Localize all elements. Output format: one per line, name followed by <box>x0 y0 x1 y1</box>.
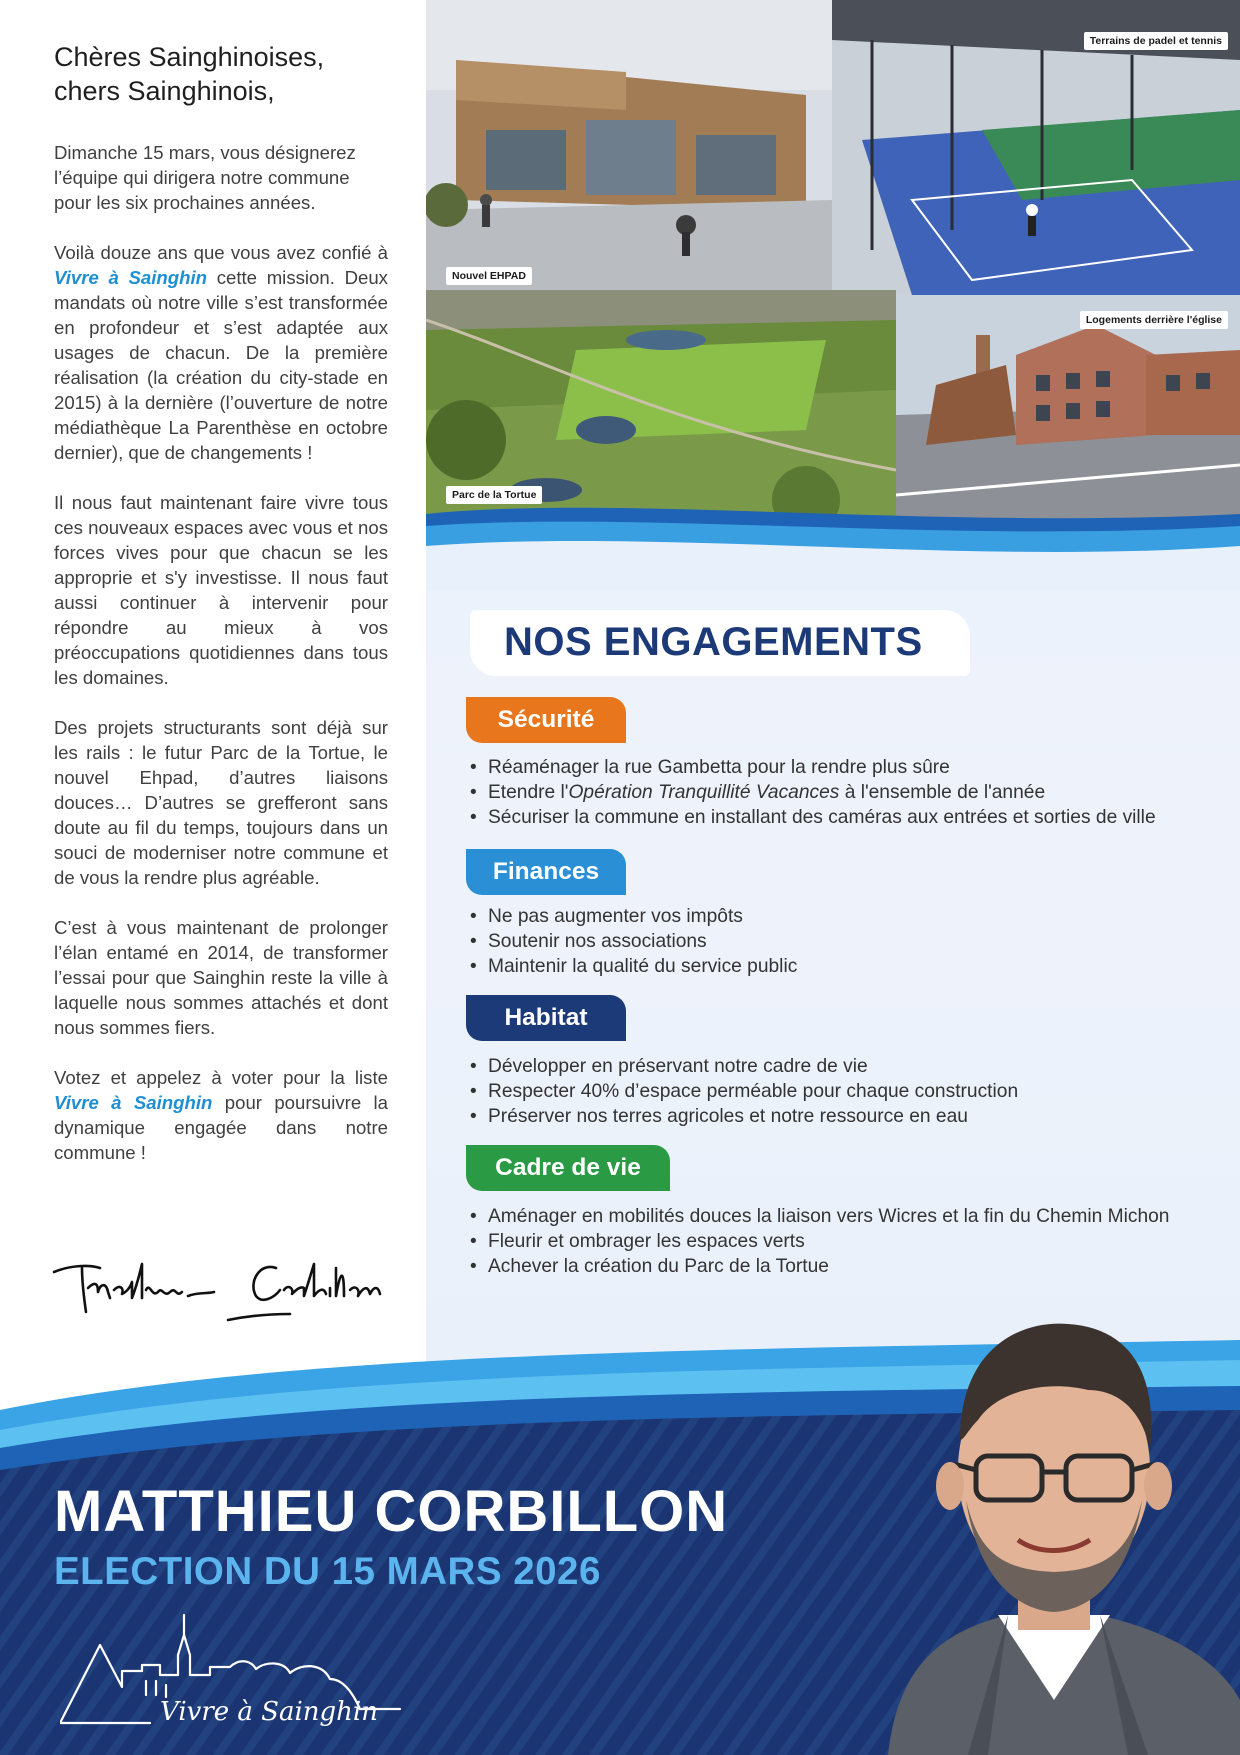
photo-caption-parc: Parc de la Tortue <box>446 486 542 504</box>
text: Voilà douze ans que vous avez confié à <box>54 242 388 263</box>
list-item: • Soutenir nos associations <box>470 929 797 954</box>
list-item: • Réaménager la rue Gambetta pour la rendre plus sûre <box>470 755 1156 780</box>
letter-column <box>0 0 426 1420</box>
text: Etendre l' <box>488 782 569 803</box>
photo-caption-padel: Terrains de padel et tennis <box>1084 32 1228 50</box>
operation-name: Opération Tranquillité Vacances <box>568 782 840 803</box>
text: cette mission. Deux mandats où notre ville s’est transformée en profondeur et s’est adaptée aux usages de chacun. De la première réalisation (la création du city-stade en 2015) à la dernière (l’ouverture de notre médiathèque La Parenthèse en octobre dernier), que de changements ! <box>54 267 388 463</box>
photo-parc <box>426 290 896 526</box>
candidate-portrait <box>868 1280 1240 1755</box>
candidate-name: MATTHIEU CORBILLON <box>54 1479 729 1544</box>
photo-grid <box>426 0 1240 526</box>
letter-paragraph-2 <box>54 240 388 465</box>
finances-list <box>470 904 797 979</box>
list-item: • Aménager en mobilités douces la liaison vers Wicres et la fin du Chemin Michon <box>470 1204 1169 1229</box>
photo-padel <box>832 0 1240 295</box>
badge-securite: Sécurité <box>466 697 626 743</box>
securite-list <box>470 755 1156 830</box>
badge-finances: Finances <box>466 849 626 895</box>
list-item: • Maintenir la qualité du service public <box>470 954 797 979</box>
photo-caption-ehpad: Nouvel EHPAD <box>446 267 532 285</box>
election-date: ELECTION DU 15 MARS 2026 <box>54 1550 601 1593</box>
text: à l'ensemble de l'année <box>839 782 1046 803</box>
letter-paragraph-4: Des projets structurants sont déjà sur les rails : le futur Parc de la Tortue, le nouvel Ehpad, d’autres liaisons douces… D’autres se grefferont sans doute au fil du temps, toujours dans un souci de moderniser notre commune et de vous la rendre plus agréable. <box>54 717 388 888</box>
engagements-title: NOS ENGAGEMENTS <box>504 620 923 664</box>
badge-habitat: Habitat <box>466 995 626 1041</box>
letter-paragraph-6 <box>54 1065 388 1165</box>
logo-text: Vivre à Sainghin <box>160 1697 378 1727</box>
text: pour poursuivre la dynamique engagée dans notre commune ! <box>54 1092 388 1163</box>
letter-paragraph-3: Il nous faut maintenant faire vivre tous ces nouveaux espaces avec vous et nos forces vives pour que chacun se les approprie et s'y investisse. Il nous faut aussi continuer à intervenir pour répondre au mieux à vos préoccupations quotidiennes dans tous les domaines. <box>54 492 388 688</box>
list-item: • Fleurir et ombrager les espaces verts <box>470 1229 1169 1254</box>
photo-caption-logements: Logements derrière l'église <box>1080 311 1228 329</box>
text: Votez et appelez à voter pour la liste <box>54 1067 388 1088</box>
greeting-line-2: chers Sainghinois, <box>54 76 275 106</box>
letter-paragraph-5: C’est à vous maintenant de prolonger l’élan entamé en 2014, de transformer l’essai pour que Sainghin reste la ville à laquelle nous sommes attachés et dont nous sommes fiers. <box>54 917 388 1038</box>
list-item: • Sécuriser la commune en installant des caméras aux entrées et sorties de ville <box>470 805 1156 830</box>
list-item: • Développer en préservant notre cadre de vie <box>470 1054 1018 1079</box>
photo-logements <box>896 295 1240 526</box>
list-item: • Préserver nos terres agricoles et notre ressource en eau <box>470 1104 1018 1129</box>
greeting <box>54 40 394 108</box>
habitat-list <box>470 1054 1018 1129</box>
letter-paragraph-1: Dimanche 15 mars, vous désignerez l’équipe qui dirigera notre commune pour les six prochaines années. <box>54 142 356 213</box>
list-name-highlight: Vivre à Sainghin <box>54 1092 213 1113</box>
list-item: • Ne pas augmenter vos impôts <box>470 904 797 929</box>
list-item <box>470 780 1156 805</box>
letter-body <box>54 140 388 1190</box>
cadre-de-vie-list <box>470 1204 1169 1279</box>
list-name-highlight: Vivre à Sainghin <box>54 267 208 288</box>
list-item: • Respecter 40% d’espace perméable pour chaque construction <box>470 1079 1018 1104</box>
badge-cadre-de-vie: Cadre de vie <box>466 1145 670 1191</box>
photo-ehpad <box>426 0 832 290</box>
decorative-wave <box>426 500 1240 590</box>
list-item: • Achever la création du Parc de la Tortue <box>470 1254 1169 1279</box>
handwritten-signature <box>48 1242 398 1334</box>
greeting-line-1: Chères Sainghinoises, <box>54 42 325 72</box>
